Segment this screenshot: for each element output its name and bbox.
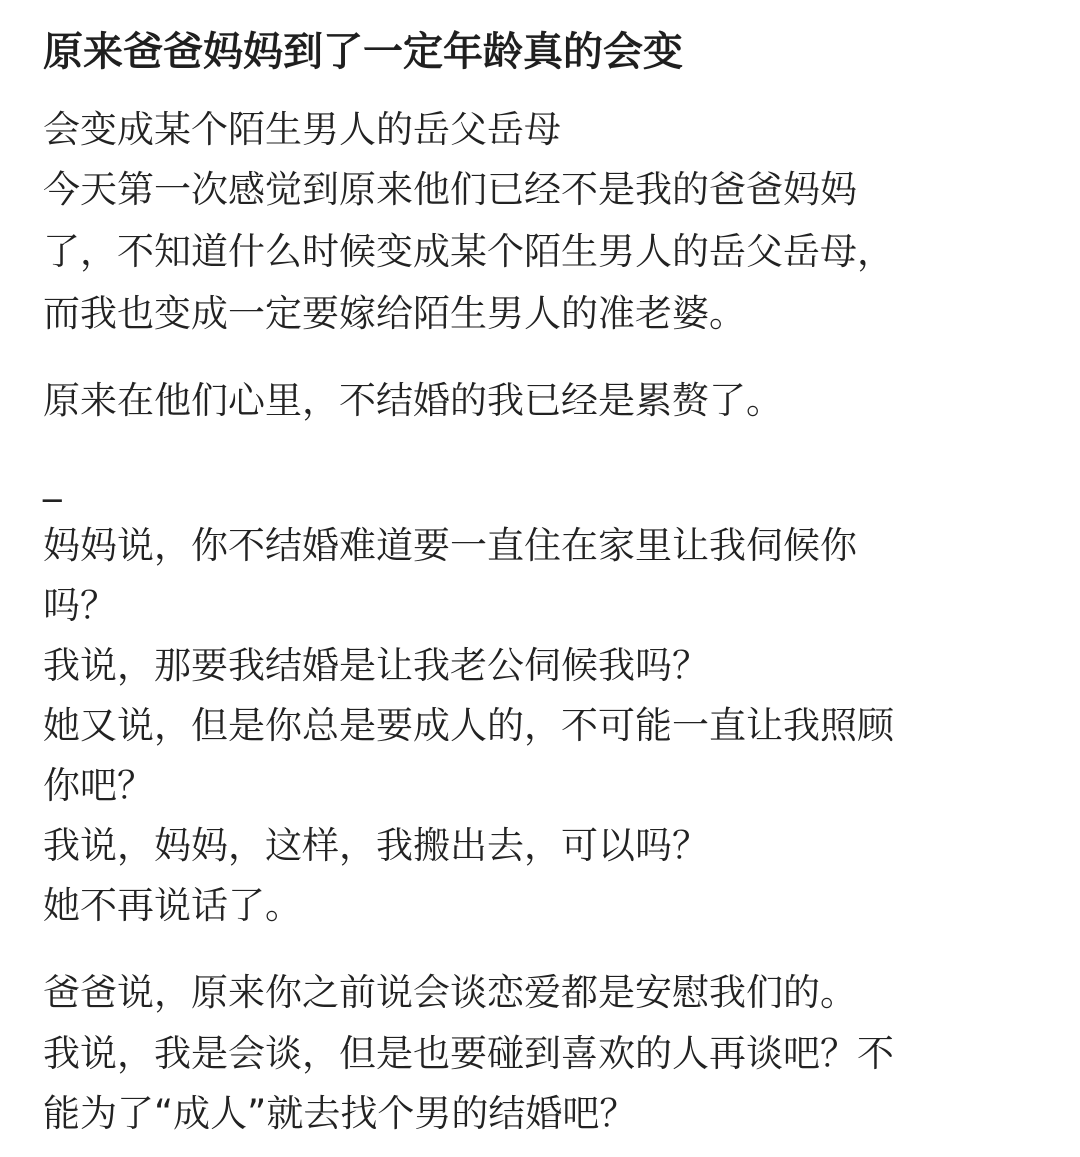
post-line: 我说，那要我结婚是让我老公伺候我吗？ [43, 644, 709, 687]
post-line: 她又说，但是你总是要成人的，不可能一直让我照顾 [43, 704, 894, 747]
post-title: 原来爸爸妈妈到了一定年龄真的会变 [43, 29, 683, 75]
post-line: 爸爸说，原来你之前说会谈恋爱都是安慰我们的。 [43, 971, 857, 1014]
post-line: 会变成某个陌生男人的岳父岳母 [43, 108, 561, 151]
post-line: 原来在他们心里，不结婚的我已经是累赘了。 [43, 379, 783, 422]
post-line: 我说，我是会谈，但是也要碰到喜欢的人再谈吧？不 [43, 1032, 894, 1075]
separator-mark: _ [43, 459, 62, 502]
post-line: 能为了“成人”就去找个男的结婚吧？ [43, 1092, 637, 1135]
post-line: 吗？ [43, 584, 117, 627]
post-line: 你吧？ [43, 764, 154, 807]
post-line: 今天第一次感觉到原来他们已经不是我的爸爸妈妈 [43, 168, 857, 211]
post-line: 了，不知道什么时候变成某个陌生男人的岳父岳母， [43, 230, 894, 273]
post-line: 妈妈说，你不结婚难道要一直住在家里让我伺候你 [43, 524, 857, 567]
post-line: 她不再说话了。 [43, 884, 302, 927]
post-line: 而我也变成一定要嫁给陌生男人的准老婆。 [43, 292, 746, 335]
post-line: 我说，妈妈，这样，我搬出去，可以吗？ [43, 824, 709, 867]
